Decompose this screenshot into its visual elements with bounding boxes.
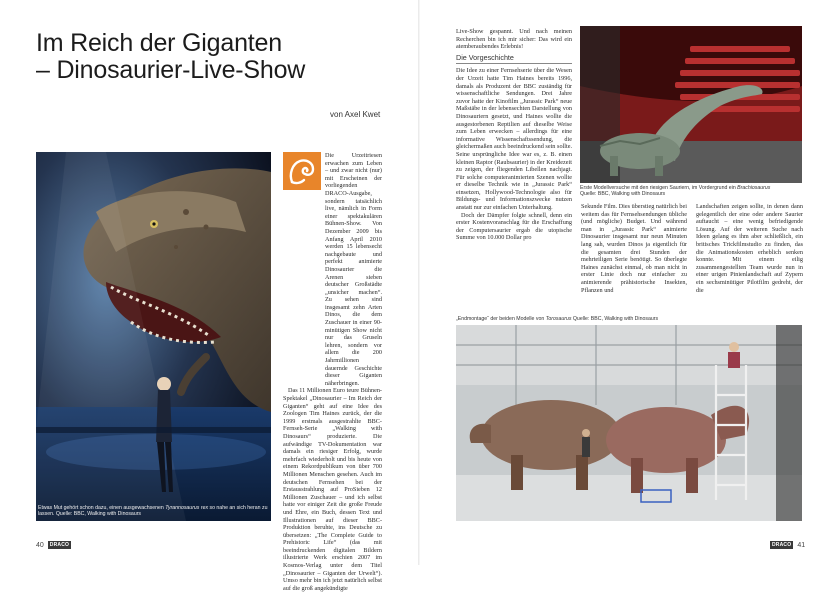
workshop-illustration: [456, 325, 802, 521]
workshop-photo: [456, 325, 802, 521]
paragraph: Doch der Dämpfer folgte schnell, denn ein erster Kostenvoranschlag für die Erschaffung der Computersaurier ergab die utopische Summe von 10.000 Dollar pro: [456, 211, 572, 242]
arena-photo: [580, 26, 802, 183]
right-column-2: [581, 203, 687, 307]
page-number: 40: [36, 541, 44, 549]
magazine-logo: DRACO: [49, 542, 70, 548]
paragraph: Landschaften zeigen sollte, in denen dann gelegentlich der eine oder andere Saurier auftaucht – eine wenig befriedigende Lösung. Auf der weiteren Suche nach Ideen gelang es ihm aber schließlich, ein britisches Trickfilmstudio zu finden, das die Animationskosten erheblich senken konnte. Mit einem eilig zusammengestellten Team wurde nun in einer urigen Pinienlandschaft auf Zypern ein sechsminütiger Pilotfilm gedreht, der die: [696, 203, 803, 294]
right-page: [420, 0, 840, 565]
paragraph: Das 11 Millionen Euro teure Bühnen-Spektakel „Dinosaurier – Im Reich der Giganten“ geht auf eine Idee des Zoologen Tim Haines zurück, der die 1999 erstmals ausgestrahlte BBC-Fernseh-Serie „Walking with Dinosaurs“ produzierte. Die aufwändige TV-Dokumentation war damals ein riesiger Erfolg, wurde mehrfach wiederholt und bis heute von einem Rekordpublikum von über 700 Millionen Menschen gesehen. Auch im deutschen Fernsehen bei der Erstausstrahlung auf ProSieben 12 Millionen Zuschauer – und ich selbst hatte vor einiger Zeit die große Freude und Ehre, ein Buch, dessen Text und Illustrationen auf dieser BBC-Produktion beruhte, ins Deutsche zu übersetzen: „The Complete Guide to Prehistoric Life“ (das mit beeindruckenden digitalen Bildern illustrierte Werk erschien 2007 im Kosmos-Verlag unter dem Titel „Dinosaurier – Giganten der Urwelt“). Umso mehr bin ich jetzt natürlich selbst auf die groß angekündigte: [283, 387, 382, 592]
left-column-body: [283, 152, 382, 592]
right-column-1: [456, 28, 572, 310]
right-column-3: [696, 203, 803, 307]
title-line-1: Im Reich der Giganten: [36, 29, 282, 57]
author-byline: von Axel Kwet: [330, 110, 381, 119]
arena-caption: Erste Modellversuche mit den riesigen Sauriern, im Vordergrund ein Brachiosaurus Quelle: BBC, Walking with Dinosaurs: [580, 185, 771, 198]
workshop-caption: „Endmontage“ der beiden Modelle von Torosaurus Quelle: BBC, Walking with Dinosaurs: [456, 316, 659, 322]
folio-left: [36, 541, 71, 549]
trex-photo: [36, 152, 271, 521]
page-number: 41: [797, 541, 806, 549]
arena-illustration: [580, 26, 802, 183]
intro-paragraph: Die Urzeitriesen erwachen zum Leben – und zwar nicht (nur) mit Erscheinen der vorliegenden DRACO-Ausgabe, sondern tatsächlich live, nämlich in Form einer spektakulären Bühnen-Show. Von Dezember 2009 bis Anfang April 2010 werden 15 lebensecht nachgebaute und perfekt animierte Dinosaurier die Arenen sieben deutscher Großstädte „unsicher machen“. Zu sehen sind insgesamt zehn Arten Dinos, die dem Zuschauer in einer 90-minütigen Show nicht nur das Gruseln lehren, sondern vor allem die 200 Jahrmillionen dauernde Geschichte dieser Giganten näherbringen.: [325, 152, 382, 387]
paragraph: Sekunde Film. Dies überstieg natürlich bei weitem das für Fernsehsendungen übliche (und mögliche) Budget. Und während man in „Jurassic Park“ animierte Dinosaurier insgesamt nur neun Minuten lang sah, wurden Dinos ja eigentlich für die gesamten drei Stunden der mehrteiligen Serie benötigt. So überlegte Haines zunächst einmal, ob man nicht in erster Linie doch nur einfacher zu animierende prähistorische Insekten, Pflanzen und: [581, 203, 687, 294]
section-heading: Die Vorgeschichte: [456, 54, 572, 65]
title-line-2: – Dinosaurier-Live-Show: [36, 56, 306, 84]
paragraph: Die Idee zu einer Fernsehserie über die Wesen der Urzeit hatte Tim Haines bereits 1996, damals als Produzent der BBC zuständig für wissenschaftliche Sendungen. Drei Jahre zuvor hatte der Kinofilm „Jurassic Park“ neue Maßstäbe in der lebensechten Darstellung von Dinosauriern gesetzt, und Haines wollte die ausgestorbenen Reptilien auf dieselbe Weise zum Leben erwecken – allerdings für eine informative Wissenschaftssendung, die gleichermaßen auch beeindruckend sein sollte. Seine ursprüngliche Idee war es, z. B. einen kleinen Raptor (Raubsaurier) in der Kreidezeit zu zeigen, der fliegenden Libellen nachjagt. Für solche computeranimierten Szenen wollte er dieselbe Technik wie in „Jurassic Park“ einsetzen, Hollywood-Technologie also für Bildungs- und Informationszwecke nutzen anstatt nur zur einfachen Unterhaltung.: [456, 67, 572, 212]
article-title: [36, 30, 366, 84]
paragraph: Live-Show gespannt. Und nach meinen Recherchen bin ich mir sicher: Das wird ein atemberaubendes Erlebnis!: [456, 28, 572, 51]
folio-right: [770, 541, 805, 549]
trex-caption: Etwas Mut gehört schon dazu, einen ausgewachsenen Tyrannosaurus rex so nahe an sich heran zu lassen. Quelle: BBC, Walking with Dinosaurs: [38, 505, 268, 518]
trex-illustration: [36, 152, 271, 521]
magazine-logo: DRACO: [772, 542, 792, 548]
